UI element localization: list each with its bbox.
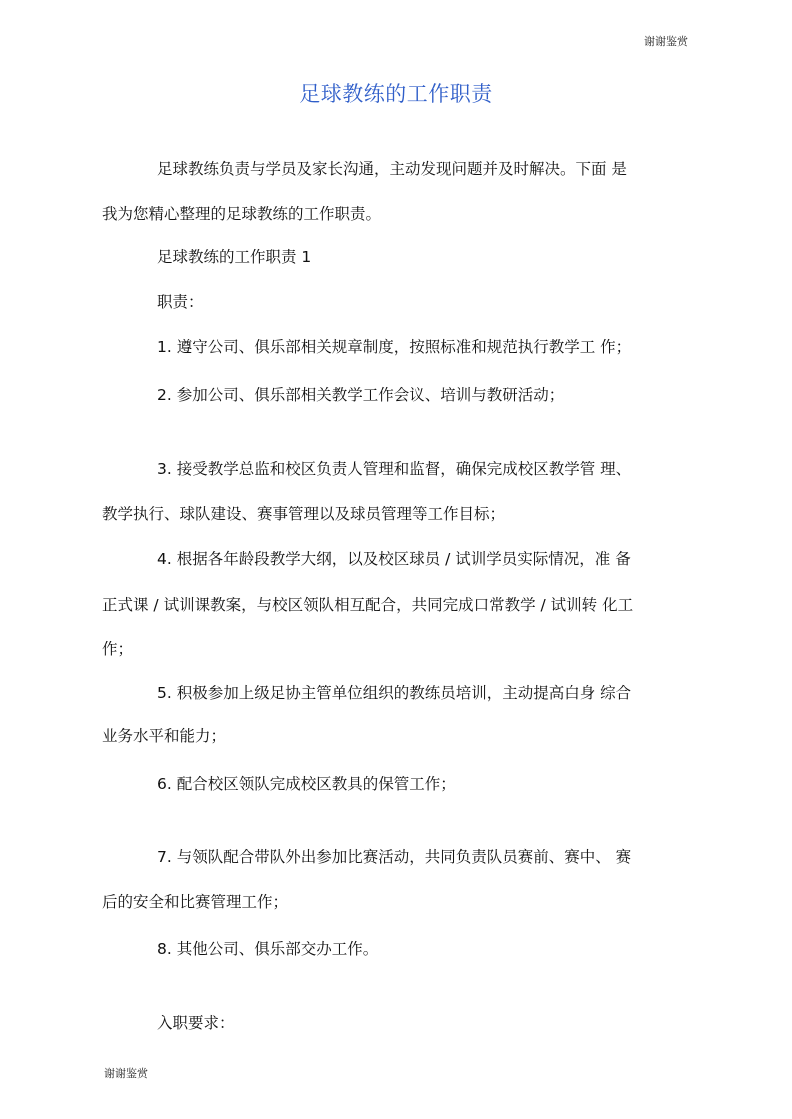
duty-item-7-line-1: 7. 与领队配合带队外出参加比赛活动，共同负责队员赛前、赛中、 赛 [157,848,632,866]
section-heading: 足球教练的工作职责 1 [157,248,312,266]
duty-item-5-line-2: 业务水平和能力； [102,727,227,745]
duty-item-5-line-1: 5. 积极参加上级足协主管单位组织的教练员培训，主动提高白身 综合 [157,684,632,702]
paragraph-intro-line-1: 足球教练负责与学员及家长沟通，主动发现问题并及时解决。下面 是 [157,160,627,178]
duty-item-1: 1. 遵守公司、俱乐部相关规章制度，按照标准和规范执行教学工 作； [157,338,632,356]
duty-item-4-line-2: 正式课 / 试训课教案，与校区领队相互配合，共同完成口常教学 / 试训转 化工 [102,596,634,614]
duty-item-8: 8. 其他公司、俱乐部交办工作。 [157,940,379,958]
requirements-label: 入职要求： [157,1014,235,1032]
header-note: 谢谢鉴赏 [644,35,688,48]
duty-item-2: 2. 参加公司、俱乐部相关教学工作会议、培训与教研活动； [157,386,565,404]
footer-note: 谢谢鉴赏 [104,1067,148,1080]
duties-label: 职责： [157,293,204,311]
duty-item-4-line-1: 4. 根据各年龄段教学大纲，以及校区球员 / 试训学员实际情况，准 备 [157,550,631,568]
duty-item-7-line-2: 后的安全和比赛管理工作； [102,893,289,911]
duty-item-4-line-3: 作； [102,640,134,658]
paragraph-intro-line-2: 我为您精心整理的足球教练的工作职责。 [102,205,382,223]
duty-item-3-line-2: 教学执行、球队建设、赛事管理以及球员管理等工作目标； [102,505,506,523]
duty-item-6: 6. 配合校区领队完成校区教具的保管工作； [157,775,456,793]
duty-item-3-line-1: 3. 接受教学总监和校区负责人管理和监督，确保完成校区教学管 理、 [157,460,632,478]
document-title: 足球教练的工作职责 [299,82,493,106]
